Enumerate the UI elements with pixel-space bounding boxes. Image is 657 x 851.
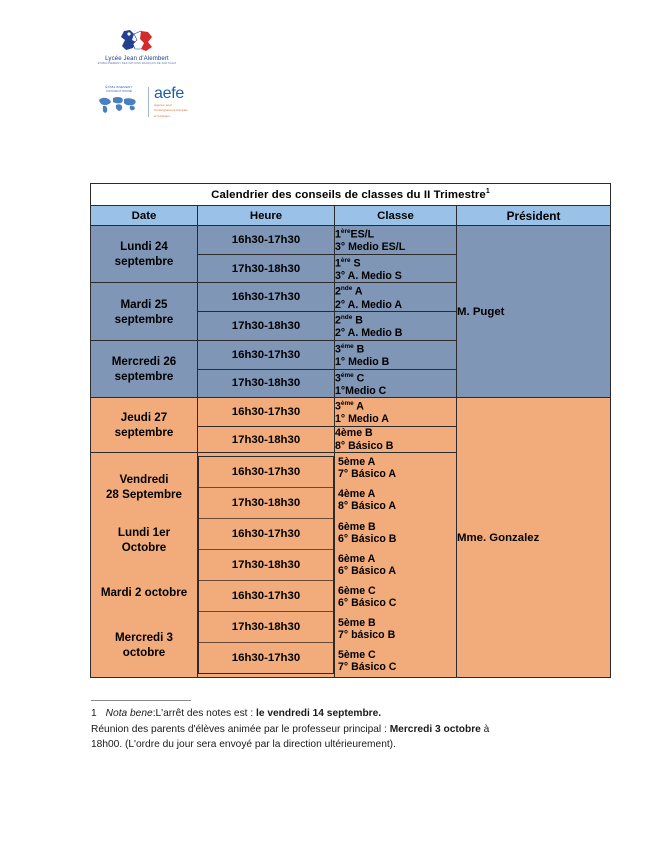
classe-cell [335,226,457,255]
aefe-conventionne-block [95,85,143,119]
aefe-tagline-line2: l'enseignement français [154,108,188,113]
date-line-2: septembre [114,312,174,326]
classe-cell [335,254,457,283]
classe-slot [335,453,456,483]
classe-es: 8° Básico A [338,500,397,513]
date-cell-merged-orange [91,453,198,678]
classe-es: 8° Básico B [335,439,394,452]
date-line-1: Lundi 1er [117,526,171,540]
table-row [91,226,611,255]
classe-fr-base: 2 [335,314,341,327]
classe-es: 3° Medio ES/L [335,241,406,254]
president-name: Mme. Gonzalez [457,531,540,544]
classe-slot [335,645,456,677]
footnote-nota-bene: Nota bene [105,708,153,719]
classe-cell [335,312,457,341]
classe-fr-rest: S [350,257,361,270]
heure-cell-merged-orange [198,453,335,678]
date-line-2: septembre [114,255,174,269]
classe-fr-sup: ère [340,228,351,235]
president-cell-m-puget [457,226,611,398]
column-header-date: Date [91,206,198,226]
date-line-1: Mardi 2 octobre [100,585,188,599]
date-line-1: Lundi 24 [120,240,168,254]
heure-slot: 16h30-17h30 [199,457,333,488]
table-row [91,398,611,427]
classe-es: 1°Medio C [335,384,387,397]
heure-slot: 17h30-18h30 [199,488,333,519]
classe-cell [335,398,457,427]
table-title-text: Calendrier des conseils de classes du II Trimestre [211,188,486,201]
date-line-2: octobre [122,645,166,659]
footnote-separator-rule [91,700,191,701]
date-cell-jeudi-27-septembre [91,398,198,453]
column-header-classe: Classe [335,206,457,226]
classe-es: 7° Básico C [338,661,397,674]
date-cell-mercredi-26-septembre [91,340,198,397]
heure-cell: 16h30-17h30 [198,226,335,255]
footnote-line2-text: Réunion des parents d'élèves animée par le professeur principal : [91,723,390,735]
footnote-line-1 [91,706,621,722]
classe-fr-sup: éme [340,371,354,379]
aefe-wordmark: aefe [154,84,184,102]
classe-fr: 5ème A [338,455,376,468]
heure-slot: 16h30-17h30 [199,581,333,612]
classe-slot [335,483,456,517]
logo-block [95,28,295,118]
heure-cell: 17h30-18h30 [198,254,335,283]
classe-slot [335,549,456,581]
date-line-2: septembre [114,370,174,384]
footnote-line1-bold: le vendredi 14 septembre. [256,708,382,719]
aefe-tagline-line1: Agence pour [154,102,173,107]
table-title-footnote-marker: 1 [485,188,490,196]
classe-fr-base: 1 [335,228,341,241]
heure-slot: 16h30-17h30 [199,519,333,550]
date-line-2: 28 Septembre [105,487,183,501]
classe-fr-sup: ème [340,400,354,408]
heure-cell: 17h30-18h30 [198,312,335,341]
classe-fr: 4ème B [335,427,373,440]
classe-fr-base: 1 [335,257,341,270]
date-line-1: Mardi 25 [120,297,168,311]
aefe-conventionne-line1: ÉTABLISSEMENT [105,84,133,89]
classe-fr: 6ème A [338,552,376,565]
aefe-logo [95,82,205,122]
aefe-logo-divider [148,87,149,117]
classe-cell-merged-orange [335,453,457,678]
date-line-1: Jeudi 27 [120,411,168,425]
aefe-wordmark-block [154,86,188,118]
lycee-jean-dalembert-logo [95,28,179,70]
classe-es: 6° Básico C [338,597,397,610]
classe-fr-base: 3 [335,400,341,413]
classe-fr-base: 3 [335,343,341,356]
classe-fr-rest: C [353,372,365,385]
classe-es: 7° Básico A [338,468,397,481]
classe-slot [335,581,456,613]
footnote-line-3: 18h00. (L'ordre du jour sera envoyé par la direction ultérieurement). [91,739,396,750]
classe-es: 6° Básico B [338,533,397,546]
classe-fr-sup: nde [340,314,353,322]
aefe-conventionne-line2: CONVENTIONNÉ [105,89,133,93]
classe-fr-rest: A [353,400,364,413]
classe-slot [335,613,456,645]
classe-es: 2° A. Medio B [335,327,403,340]
lycee-logo-name: Lycée Jean d'Alembert [105,55,169,62]
date-slot [91,566,197,618]
lycee-emblem-icon [110,28,164,54]
president-cell-mme-gonzalez [457,398,611,678]
date-line-2: septembre [114,426,174,440]
heure-cell: 16h30-17h30 [198,283,335,312]
date-cell-mardi-25-septembre [91,283,198,340]
footnote-line1-text: :L'arrêt des notes est : [152,708,256,719]
president-name: M. Puget [457,305,505,318]
classe-slot [335,517,456,549]
classe-fr-rest: B [352,314,363,327]
date-slot [91,618,197,671]
conseils-de-classes-table [90,183,611,678]
heure-column-box [198,456,334,674]
aefe-tagline-line3: à l'étranger [154,113,170,118]
footnote-line2-bold: Mercredi 3 octobre [389,723,481,735]
footnote-line-2 [91,722,621,738]
classe-es: 3° A. Medio S [335,269,402,282]
heure-cell: 16h30-17h30 [198,398,335,427]
world-map-icon [97,95,141,119]
classe-fr-sup: éme [340,342,354,350]
table-title-row [91,184,611,206]
footnote-number: 1 [91,708,97,719]
classe-fr: 6ème B [338,520,376,533]
table-header-row [91,206,611,226]
classe-es: 6° Básico A [338,565,397,578]
heure-cell: 16h30-17h30 [198,340,335,369]
classe-fr: 6ème C [338,584,376,597]
classe-fr-rest: A [352,285,363,298]
heure-slot: 16h30-17h30 [231,652,301,665]
classe-fr-rest: ES/L [350,228,375,241]
date-line-1: Mercredi 26 [111,355,177,369]
classe-fr: 5ème C [338,648,376,661]
date-cell-lundi-24-septembre [91,226,198,283]
classe-fr-base: 2 [335,285,341,298]
heure-cell: 17h30-18h30 [198,369,335,398]
date-line-1: Vendredi [119,472,169,486]
footnote-block [91,700,621,753]
table-title [91,184,611,206]
footnote-line2-tail: à [480,723,490,735]
column-header-president: Président [457,206,611,226]
column-header-heure: Heure [198,206,335,226]
heure-cell: 17h30-18h30 [198,427,335,453]
classe-fr-base: 3 [335,372,341,385]
classe-cell [335,283,457,312]
classe-es: 7° básico B [338,629,396,642]
classe-cell [335,427,457,453]
date-line-2: Octobre [121,541,167,555]
classe-fr-sup: nde [340,285,353,293]
classe-fr-sup: ère [340,256,351,264]
date-line-1: Mercredi 3 [115,630,173,644]
classe-es: 1° Medio B [335,356,390,368]
classe-fr-rest: B [353,343,365,356]
classe-cell [335,340,457,369]
heure-slot: 17h30-18h30 [199,550,333,581]
classe-fr: 4ème A [338,487,376,500]
classe-es: 1° Medio A [335,413,389,426]
classe-es: 2° A. Medio A [335,298,403,311]
date-slot [91,459,197,514]
classe-fr: 5ème B [338,616,376,629]
calendar-table-wrapper [90,183,610,678]
heure-slot: 17h30-18h30 [199,612,333,643]
date-slot [91,514,197,566]
lycee-logo-subtitle: ÉTABLISSEMENT DES NATIONS FRANÇAIS DE SANTIAGO [97,62,177,65]
classe-cell [335,369,457,398]
